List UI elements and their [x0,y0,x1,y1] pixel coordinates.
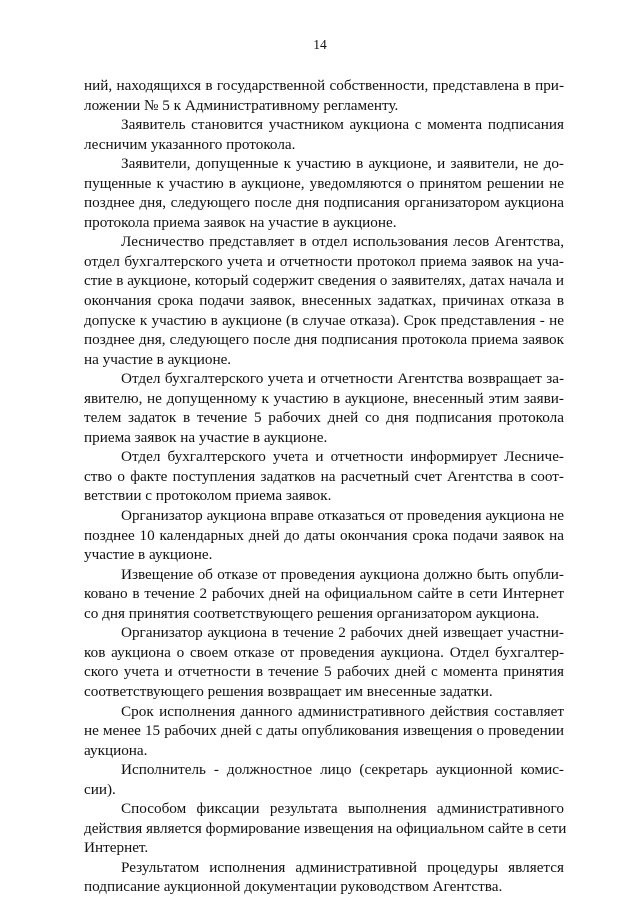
paragraph [84,154,564,232]
text-line: подписание аукционной документации руководством Агентства. [84,878,503,896]
text-line: Организатор аукциона в течение 2 рабочих дней извещает участни- [121,624,564,642]
text-line: отдел бухгалтерского учета и отчетности протокол приема заявок на уча- [84,252,564,270]
text-line: на участие в аукционе. [84,350,232,368]
text-line: стие в аукционе, который содержит сведения о заявителях, датах начала и [84,272,564,290]
paragraph [84,447,564,506]
paragraph [84,799,567,858]
text-line: действия является формирование извещения на официальном сайте в сети [84,819,567,837]
text-line: Отдел бухгалтерского учета и отчетности информирует Лесниче- [121,448,564,466]
paragraph [84,232,564,369]
text-line: приема заявок на участие в аукционе. [84,428,328,446]
text-line: Лесничество представляет в отдел использования лесов Агентства, [121,233,564,251]
text-line: не менее 15 рабочих дней с даты опубликования извещения о проведении [84,722,564,740]
text-line: ство о факте поступления задатков на расчетный счет Агентства в соот- [84,467,564,485]
paragraph [84,115,564,154]
text-line: позднее дня, следующего после дня подписания организатором аукциона [84,194,564,212]
text-line: Исполнитель - должностное лицо (секретарь аукционной комис- [121,761,564,779]
text-line: соответствующего решения возвращает им внесенные задатки. [84,682,493,700]
text-line: ковано в течение 2 рабочих дней на официальном сайте в сети Интернет [84,585,564,603]
text-line: лесничим указанного протокола. [84,135,296,153]
text-line: ложении № 5 к Административному регламенту. [84,96,399,114]
text-line: Результатом исполнения административной процедуры является [121,858,564,876]
text-line: протокола приема заявок на участие в аукционе. [84,213,397,231]
text-line: телем задаток в течение 5 рабочих дней со дня подписания протокола [84,409,564,427]
paragraph [84,565,564,624]
page-number: 14 [313,37,327,52]
paragraph [84,506,564,565]
text-line: Интернет. [84,839,149,857]
text-line: со дня принятия соответствующего решения организатором аукциона. [84,604,540,622]
text-line: Организатор аукциона вправе отказаться от проведения аукциона не [121,507,564,525]
paragraph [84,760,564,799]
text-line: ний, находящихся в государственной собственности, представлена в при- [84,77,564,94]
text-line: Срок исполнения данного административного действия составляет [121,702,564,720]
document-body [84,76,567,897]
text-line: ветствии с протоколом приема заявок. [84,487,332,505]
text-line: ков аукциона о своем отказе от проведения аукциона. Отдел бухгалтер- [84,643,564,661]
text-line: позднее дня, следующего после дня подписания протокола приема заявок [84,331,564,349]
paragraph [84,702,564,761]
paragraph [84,76,564,115]
paragraph [84,369,564,447]
text-line: Заявитель становится участником аукциона с момента подписания [121,116,564,134]
text-line: позднее 10 календарных дней до даты окончания срока подачи заявок на [84,526,564,544]
paragraph [84,623,564,701]
paragraph [84,858,564,897]
text-line: ского учета и отчетности в течение 5 рабочих дней с момента принятия [84,663,564,681]
text-line: Извещение об отказе от проведения аукциона должно быть опубли- [121,565,564,583]
text-line: окончания срока подачи заявок, внесенных задатках, причинах отказа в [84,292,564,310]
text-line: участие в аукционе. [84,546,213,564]
text-line: Отдел бухгалтерского учета и отчетности Агентства возвращает за- [121,370,564,388]
text-line: пущенные к участию в аукционе, уведомляются о принятом решении не [84,174,564,192]
text-line: Заявители, допущенные к участию в аукционе, и заявители, не до- [121,155,564,173]
text-line: аукциона. [84,741,148,759]
text-line: допуске к участию в аукционе (в случае отказа). Срок представления - не [84,311,564,329]
text-line: сии). [84,780,116,798]
text-line: Способом фиксации результата выполнения административного [121,800,564,818]
text-line: явителю, не допущенному к участию в аукционе, внесенный этим заяви- [84,389,564,407]
